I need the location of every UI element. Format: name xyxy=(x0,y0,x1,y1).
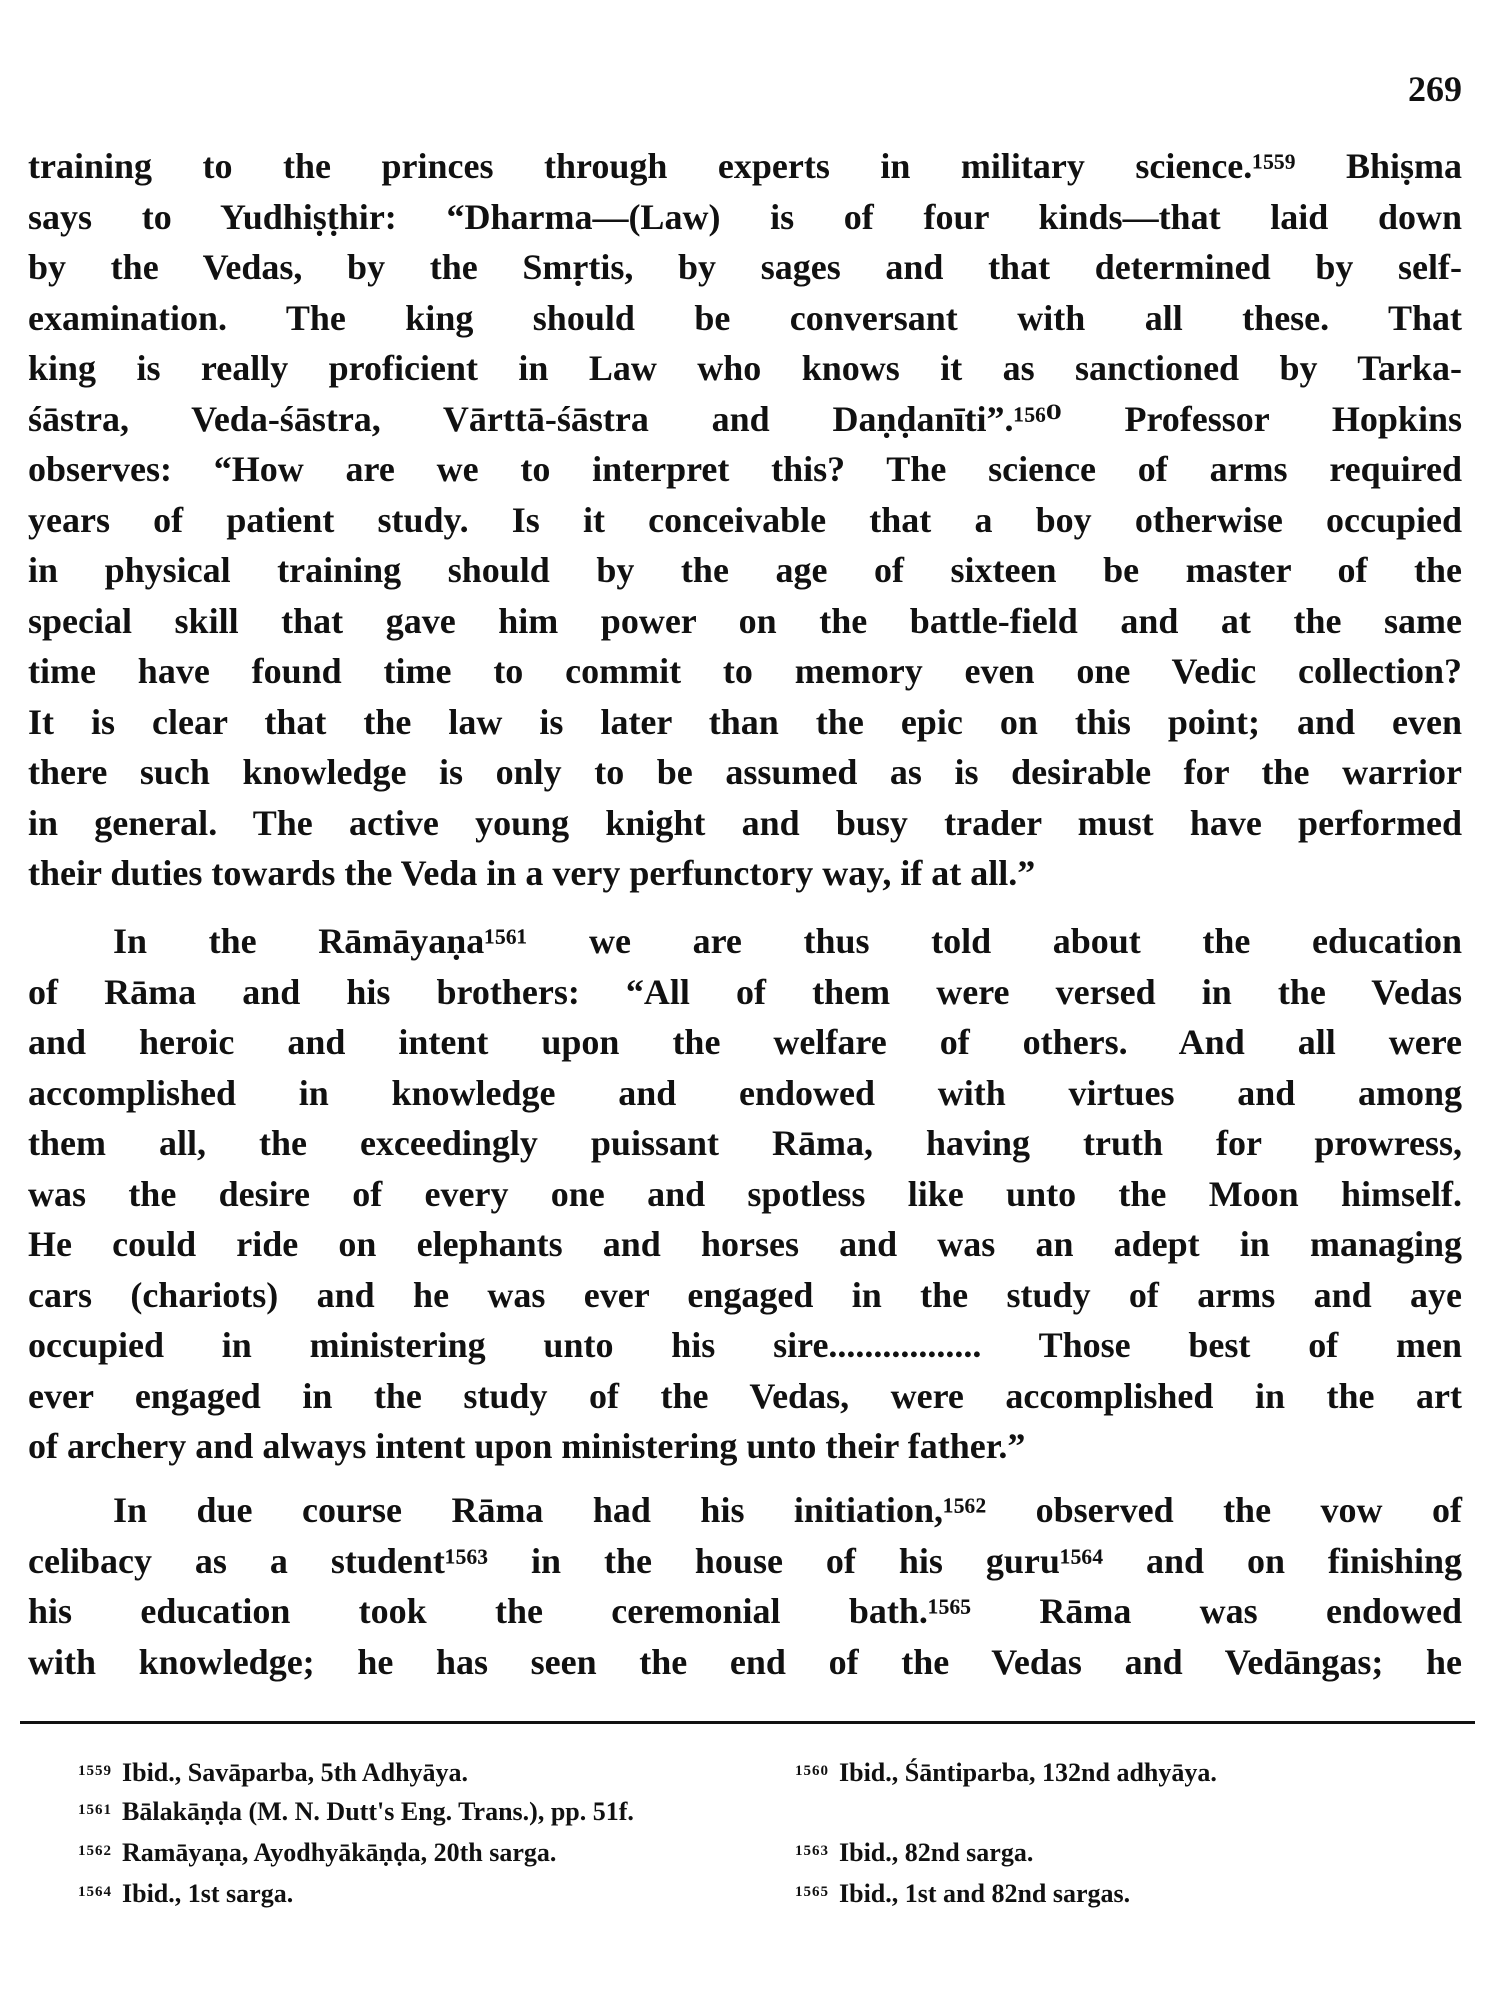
footnote-marker: 1565 xyxy=(795,1884,829,1900)
text-line: them all, the exceedingly puissant Rāma, having truth for prowress, xyxy=(28,1123,1462,1163)
text-line: with knowledge; he has seen the end of the Vedas and Vedāngas; he xyxy=(28,1641,1462,1682)
footnote-text: Ibid., 82nd sarga. xyxy=(839,1838,1034,1867)
footnote-marker: 1559 xyxy=(78,1763,112,1779)
footnote-text: Ibid., Śāntiparba, 132nd adhyāya. xyxy=(839,1758,1217,1787)
text-line: In the Rāmāyaṇa¹⁵⁶¹ we are thus told about the education xyxy=(113,921,1462,961)
text-line: celibacy as a student¹⁵⁶³ in the house of his guru¹⁵⁶⁴ and on finishing xyxy=(28,1540,1462,1581)
text-line: by the Vedas, by the Smṛtis, by sages and that determined by self- xyxy=(28,247,1462,287)
text-line: their duties towards the Veda in a very perfunctory way, if at all.” xyxy=(28,853,1036,893)
text-line: cars (chariots) and he was ever engaged in the study of arms and aye xyxy=(28,1274,1462,1315)
footnote xyxy=(795,1872,1130,1914)
text-line: special skill that gave him power on the battle-field and at the same xyxy=(28,600,1462,641)
text-line: training to the princes through experts in military science.¹⁵⁵⁹ Bhiṣma xyxy=(28,146,1462,186)
text-line: says to Yudhiṣṭhir: “Dharma—(Law) is of four kinds—that laid down xyxy=(28,196,1462,237)
footnote-text: Ibid., 1st and 82nd sargas. xyxy=(839,1879,1131,1908)
footnote xyxy=(78,1790,634,1832)
page-number: 269 xyxy=(1408,69,1462,109)
footnote xyxy=(78,1751,468,1793)
text-line: of archery and always intent upon ministering unto their father.” xyxy=(28,1426,1026,1466)
footnote xyxy=(795,1831,1033,1873)
footnote-text: Ibid., Savāparba, 5th Adhyāya. xyxy=(122,1758,469,1787)
footnote-text: Ramāyaṇa, Ayodhyākāṇḍa, 20th sarga. xyxy=(122,1838,557,1867)
paragraph xyxy=(28,916,1462,1472)
footnote-text: Ibid., 1st sarga. xyxy=(122,1879,294,1908)
text-line: It is clear that the law is later than the epic on this point; and even xyxy=(28,701,1462,742)
text-line: in general. The active young knight and busy trader must have performed xyxy=(28,802,1462,843)
text-line: was the desire of every one and spotless like unto the Moon himself. xyxy=(28,1173,1462,1214)
paragraph xyxy=(28,1485,1462,1687)
text-line: of Rāma and his brothers: “All of them were versed in the Vedas xyxy=(28,971,1462,1012)
footnote-marker: 1563 xyxy=(795,1843,829,1859)
footnote xyxy=(78,1872,293,1914)
text-line: in physical training should by the age of sixteen be master of the xyxy=(28,550,1462,590)
footnote xyxy=(78,1831,556,1873)
text-line: there such knowledge is only to be assumed as is desirable for the warrior xyxy=(28,752,1462,792)
footnote-marker: 1562 xyxy=(78,1843,112,1859)
footnote-marker: 1560 xyxy=(795,1763,829,1779)
footnote-marker: 1561 xyxy=(78,1802,112,1818)
text-line: He could ride on elephants and horses and was an adept in managing xyxy=(28,1224,1462,1264)
text-line: observes: “How are we to interpret this? The science of arms required xyxy=(28,449,1462,489)
text-line: years of patient study. Is it conceivable that a boy otherwise occupied xyxy=(28,499,1462,540)
footnote-marker: 1564 xyxy=(78,1884,112,1900)
text-line: his education took the ceremonial bath.¹⁵⁶⁵ Rāma was endowed xyxy=(28,1591,1462,1631)
text-line: occupied in ministering unto his sire................. Those best of men xyxy=(28,1325,1462,1365)
footnote xyxy=(795,1751,1217,1793)
footnote-text: Bālakāṇḍa (M. N. Dutt's Eng. Trans.), pp. 51f. xyxy=(122,1797,634,1826)
text-line: time have found time to commit to memory even one Vedic collection? xyxy=(28,651,1462,691)
footnote-divider xyxy=(20,1721,1475,1724)
text-line: śāstra, Veda-śāstra, Vārttā-śāstra and Daṇḍanīti”.¹⁵⁶⁰ Professor Hopkins xyxy=(28,398,1462,439)
text-line: In due course Rāma had his initiation,¹⁵⁶² observed the vow of xyxy=(113,1490,1462,1530)
text-line: ever engaged in the study of the Vedas, were accomplished in the art xyxy=(28,1375,1462,1416)
text-line: examination. The king should be conversant with all these. That xyxy=(28,297,1462,338)
text-line: and heroic and intent upon the welfare of others. And all were xyxy=(28,1022,1462,1062)
text-line: king is really proficient in Law who knows it as sanctioned by Tarka- xyxy=(28,348,1462,388)
paragraph xyxy=(28,141,1462,899)
text-line: accomplished in knowledge and endowed with virtues and among xyxy=(28,1072,1462,1113)
